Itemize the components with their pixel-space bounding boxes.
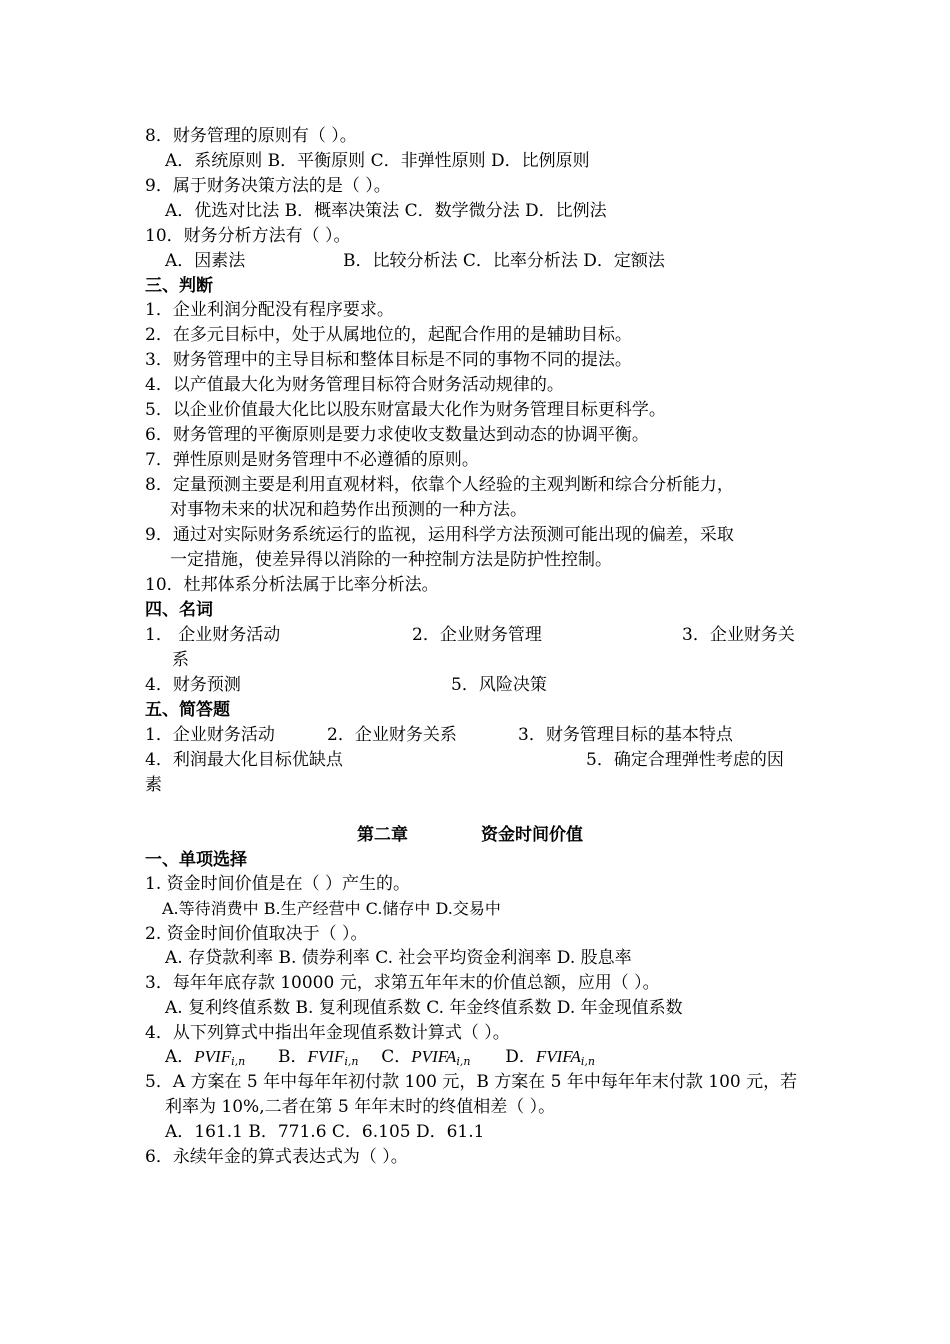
choice-2: 2. 资金时间价值取决于（ ）。 xyxy=(145,924,368,944)
term-3-cont: 系 xyxy=(172,650,189,670)
option-b-label: B． xyxy=(278,1047,308,1067)
choice-6: 6．永续年金的算式表达式为（ ）。 xyxy=(145,1147,408,1167)
term-5: 5．风险决策 xyxy=(451,675,547,695)
judgement-4: 4．以产值最大化为财务管理目标符合财务活动规律的。 xyxy=(145,375,564,395)
pvif-subscript: i,n xyxy=(231,1055,246,1068)
question-8: 8．财务管理的原则有（ ）。 xyxy=(145,126,357,146)
option-d-label: D． xyxy=(505,1047,536,1067)
choice-1: 1. 资金时间价值是在（ ）产生的。 xyxy=(145,874,411,894)
choice-4: 4．从下列算式中指出年金现值系数计算式（ ）。 xyxy=(145,1023,510,1043)
section-heading-judgement: 三、判断 xyxy=(145,276,213,296)
fvif-symbol: FVIF xyxy=(307,1047,345,1066)
pvifa-subscript: i,n xyxy=(456,1055,471,1068)
choice-5: 5．A 方案在 5 年中每年年初付款 100 元，B 方案在 5 年中每年年末付款 100 元，若 xyxy=(145,1072,798,1092)
question-10-options-bcd: B．比较分析法 C．比率分析法 D．定额法 xyxy=(343,251,665,271)
judgement-1: 1．企业利润分配没有程序要求。 xyxy=(145,300,394,320)
option-a-label: A． xyxy=(165,1047,195,1067)
question-9-options: A．优选对比法 B．概率决策法 C．数学微分法 D．比例法 xyxy=(165,201,607,221)
short-answer-2: 2．企业财务关系 xyxy=(327,725,457,745)
question-9: 9．属于财务决策方法的是（ ）。 xyxy=(145,176,391,196)
judgement-9-cont: 一定措施，使差异得以消除的一种控制方法是防护性控制。 xyxy=(170,550,612,570)
judgement-2: 2．在多元目标中，处于从属地位的，起配合作用的是辅助目标。 xyxy=(145,325,632,345)
short-answer-5-cont: 素 xyxy=(145,775,162,795)
section-heading-short-answer: 五、简答题 xyxy=(145,700,230,720)
term-2: 2．企业财务管理 xyxy=(412,625,542,645)
fvifa-symbol: FVIFA xyxy=(535,1047,581,1066)
judgement-10: 10．杜邦体系分析法属于比率分析法。 xyxy=(145,575,439,595)
judgement-7: 7．弹性原则是财务管理中不必遵循的原则。 xyxy=(145,450,479,470)
chapter-title: 资金时间价值 xyxy=(481,825,583,845)
choice-5-cont: 利率为 10%,二者在第 5 年年末时的终值相差（ ）。 xyxy=(165,1097,556,1117)
section-heading-single-choice: 一、单项选择 xyxy=(145,850,247,870)
short-answer-4: 4．利润最大化目标优缺点 xyxy=(145,750,343,770)
short-answer-5: 5．确定合理弹性考虑的因 xyxy=(586,750,784,770)
fvif-subscript: i,n xyxy=(344,1055,359,1068)
judgement-3: 3．财务管理中的主导目标和整体目标是不同的事物不同的提法。 xyxy=(145,350,632,370)
fvifa-subscript: i,n xyxy=(580,1055,595,1068)
section-heading-terms: 四、名词 xyxy=(145,600,213,620)
choice-3: 3．每年年底存款 10000 元，求第五年年末的价值总额，应用（ ）。 xyxy=(145,973,660,993)
question-10-option-a: A．因素法 xyxy=(165,251,246,271)
chapter-number: 第二章 xyxy=(357,825,408,845)
question-8-options: A．系统原则 B．平衡原则 C．非弹性原则 D．比例原则 xyxy=(165,151,590,171)
judgement-8-cont: 对事物未来的状况和趋势作出预测的一种方法。 xyxy=(170,500,527,520)
judgement-9: 9．通过对实际财务系统运行的监视，运用科学方法预测可能出现的偏差，采取 xyxy=(145,525,734,545)
option-c-label: C． xyxy=(381,1047,412,1067)
term-1: 1． 企业财务活动 xyxy=(145,625,281,645)
choice-2-options: A. 存贷款利率 B. 债券利率 C. 社会平均资金利润率 D. 股息率 xyxy=(165,948,632,968)
short-answer-1: 1．企业财务活动 xyxy=(145,725,275,745)
judgement-8: 8．定量预测主要是利用直观材料，依靠个人经验的主观判断和综合分析能力， xyxy=(145,475,734,495)
choice-5-options: A．161.1 B．771.6 C．6.105 D．61.1 xyxy=(165,1122,485,1142)
choice-3-options: A. 复利终值系数 B. 复利现值系数 C. 年金终值系数 D. 年金现值系数 xyxy=(165,998,683,1018)
pvif-symbol: PVIF xyxy=(194,1047,232,1066)
choice-1-options: A.等待消费中 B.生产经营中 C.储存中 D.交易中 xyxy=(162,899,501,918)
term-3: 3．企业财务关 xyxy=(682,625,795,645)
judgement-6: 6．财务管理的平衡原则是要力求使收支数量达到动态的协调平衡。 xyxy=(145,425,649,445)
judgement-5: 5．以企业价值最大化比以股东财富最大化作为财务管理目标更科学。 xyxy=(145,400,666,420)
short-answer-3: 3．财务管理目标的基本特点 xyxy=(518,725,733,745)
pvifa-symbol: PVIFA xyxy=(411,1047,457,1066)
term-4: 4．财务预测 xyxy=(145,675,241,695)
question-10: 10．财务分析方法有（ ）。 xyxy=(145,226,351,246)
